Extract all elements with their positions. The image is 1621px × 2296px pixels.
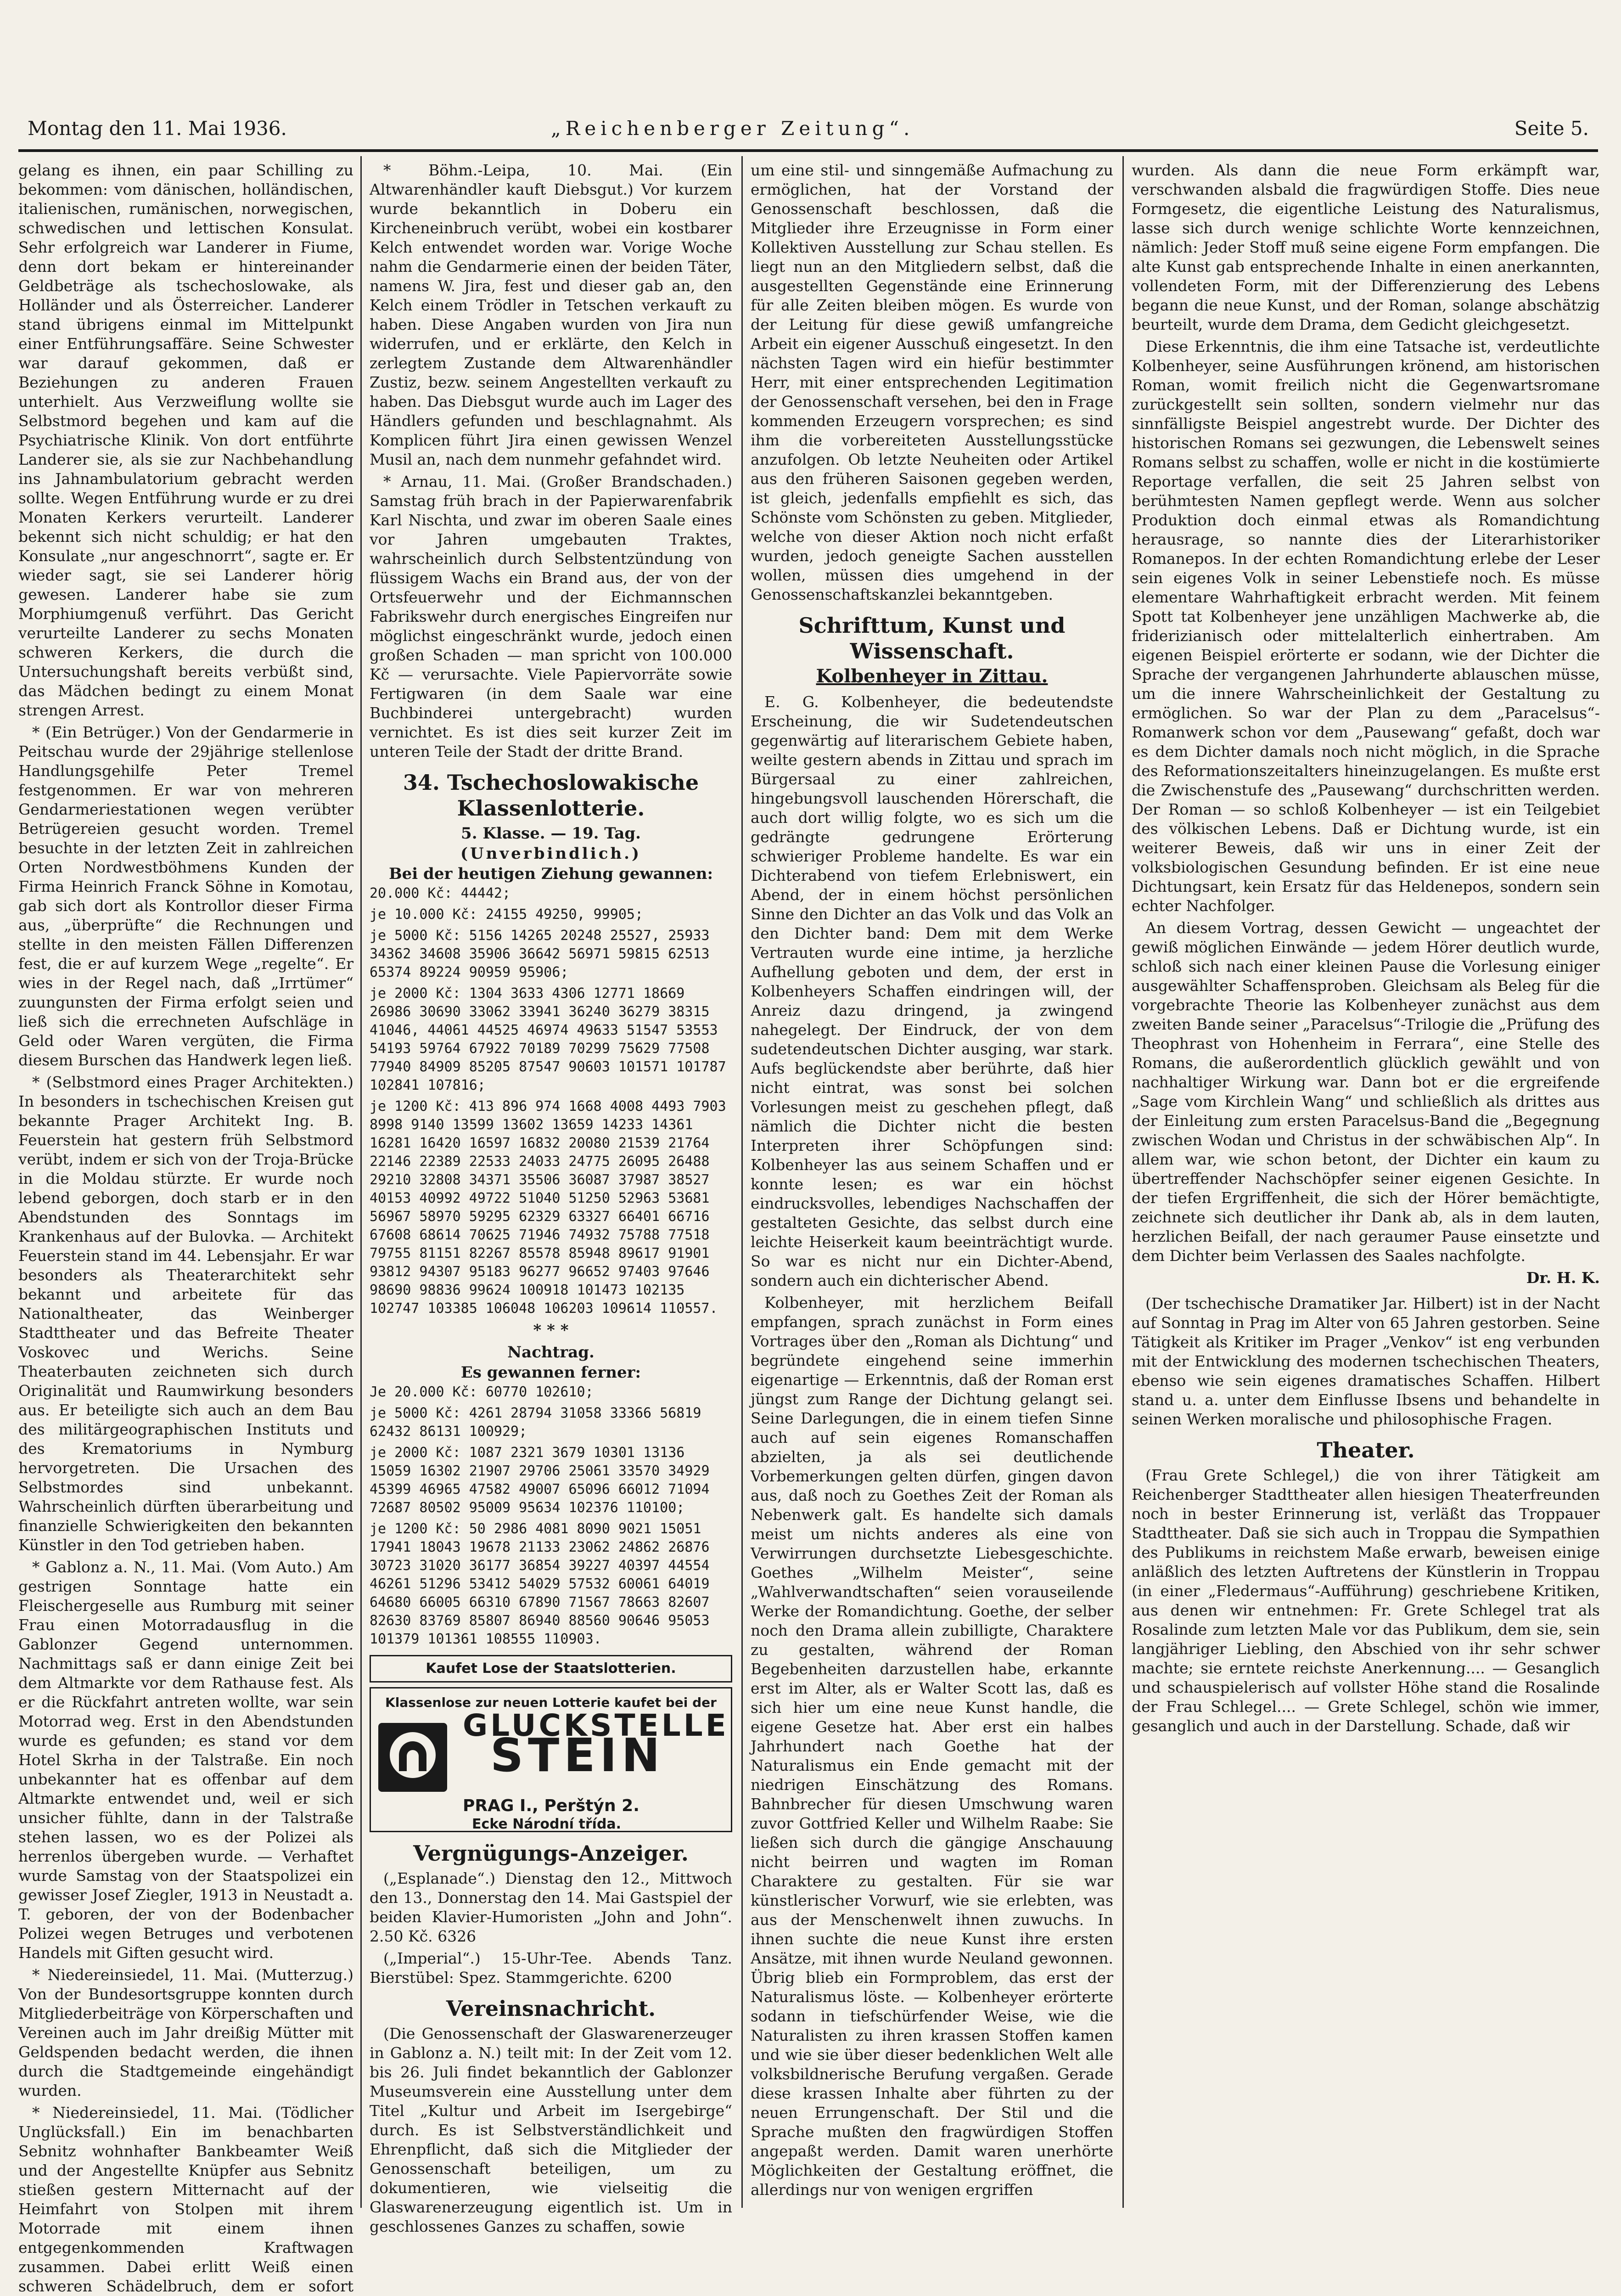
article-text: (Frau Grete Schlegel,) die von ihrer Tätigkeit am Reichenberger Stadttheater allen hiesigen Theaterfreunden noch in bester Erinnerung ist, verläßt das Troppauer Stadttheater. Daß sie sich auch in Troppau die Sympathien des Publikums in reichstem Maße erwarb, beweisen einige anläßlich des letzten Auftretens der Künstlerin in Troppau (in einer „Fledermaus“-Aufführung) geschriebene Kritiken, aus denen wir entnehmen: Fr. Grete Schlegel trat als Rosalinde zum letzten Male vor das Publikum, dem sie, sein langjähriger Liebling, den Abschied von ihr sehr schwer machte; sie erntete reichste Anerkennung.... — Gesanglich und schauspielerisch auf vollster Höhe stand die Rosalinde der Frau Schlegel.... — Grete Schlegel, schön wie immer, gesanglich und auch in der Darstellung. Schade, daß wir bbox=[1132, 1466, 1600, 1735]
lottery-ad bbox=[370, 1687, 732, 1832]
lottery-row: je 5000 Kč: 4261 28794 31058 33366 56819 62432 86131 100929; bbox=[370, 1405, 701, 1440]
article-headline: Kolbenheyer in Zittau. bbox=[816, 665, 1048, 687]
article-text: * (Ein Betrüger.) Von der Gendarmerie in Peitschau wurde der 29jährige stellenlose Handlungsgehilfe Peter Tremel festgenommen. Er war von mehreren Gendarmeriestationen wegen verübter Betrügereien gesucht worden. Tremel besuchte in der letzten Zeit in zahlreichen Orten Nordwestböhmens Kunden der Firma Heinrich Franck Söhne in Komotau, gab sich dort als Kontrollor dieser Firma aus, „überprüfte“ die Rechnungen und stellte in den meisten Fällen Differenzen fest, die er auf kurzem Wege „regelte“. Er wies in der Regel nach, daß „Irrtümer“ zuungunsten der Firma erfolgt seien und ließ sich die errechneten Aufschläge in Geld oder Waren vergüten, die Firma diesem Burschen das Handwerk legen ließ. bbox=[18, 723, 353, 1069]
section-heading-entertainment: Vergnügungs-Anzeiger. bbox=[413, 1841, 689, 1866]
section-heading-club-news: Vereinsnachricht. bbox=[446, 1996, 656, 2021]
section-heading-literature: Schrifttum, Kunst und Wissenschaft. bbox=[798, 613, 1066, 664]
event-listing: („Esplanade“.) Dienstag den 12., Mittwoch den 13., Donnerstag den 14. Mai Gastspiel der beiden Klavier-Humoristen „John and John“. 2.50 Kč. 6326 bbox=[370, 1869, 732, 1945]
lottery-row: je 10.000 Kč: 24155 49250, 99905; bbox=[370, 906, 644, 923]
section-separator: * * * bbox=[533, 1321, 569, 1339]
section-heading-theater: Theater. bbox=[1317, 1438, 1415, 1463]
article-text: * Niedereinsiedel, 11. Mai. (Mutterzug.) Von der Bundesortsgruppe konnten durch Mitgliederbeiträge von Körperschaften und Vereinen auch im Jahr dreißig Mütter mit Geldspenden bedacht werden, die ihnen durch die Stadtgemeinde eingehändigt wurden. bbox=[18, 1966, 353, 2099]
ad-tagline: Klassenlose zur neuen Lotterie kaufet bei der bbox=[385, 1695, 717, 1710]
article-text: * Niedereinsiedel, 11. Mai. (Tödlicher Unglücksfall.) Ein im benachbarten Sebnitz wohnhafter Bankbeamter Weiß und der Angestellte Knüpfer aus Sebnitz stießen gestern Mitternacht auf der Heimfahrt von Stolpen mit ihrem Motorrade mit einem ihnen entgegenkommenden Kraftwagen zusammen. Dabei erlitt Weiß einen schweren Schädelbruch, dem er sofort bbox=[18, 2104, 353, 2295]
lottery-nachtrag-heading: Nachtrag. bbox=[507, 1343, 595, 1362]
lottery-ad-banner: Kaufet Lose der Staatslotterien. bbox=[370, 1655, 732, 1683]
issue-date: Montag den 11. Mai 1936. bbox=[28, 117, 287, 140]
ad-brand-line1: GLUCKSTELLE bbox=[463, 1708, 729, 1743]
horseshoe-logo-icon bbox=[378, 1723, 447, 1792]
lottery-row: je 2000 Kč: 1304 3633 4306 12771 18669 26986 30690 33062 33941 36240 36279 38315 41046, 44061 44525 46974 49633 51547 53553 54193 59764 67922 70189 70299 75629 77508 77940 84909 85205 87547 90603 101571 101787 102841 107816; bbox=[370, 985, 726, 1093]
lottery-row: je 1200 Kč: 413 896 974 1668 4008 4493 7903 8998 9140 13599 13602 13659 14233 14361 16281 16420 16597 16832 20080 21539 21764 22146 22389 22533 24033 24775 26095 26488 29210 32808 34371 35506 36087 37987 38527 40153 40992 49722 51040 51250 52963 53681 56967 58970 59295 62329 63327 66401 66716 67608 68614 70625 71946 74932 75788 77518 79755 81151 82267 85578 85948 89617 91901 93812 94307 95183 96277 96652 97403 97646 98690 98836 99624 100918 101473 102135 102747 103385 106048 106203 109614 110557. bbox=[370, 1098, 726, 1317]
article-text: um eine stil- und sinngemäße Aufmachung zu ermöglichen, hat der Vorstand der Genossenschaft beschlossen, daß die Mitglieder ihre Erzeugnisse in Form einer Kollektiven Ausstellung zur Schau stellen. Es liegt nun an den Mitgliedern selbst, daß die ausgestellten Gegenstände eine Erinnerung für alle Zeiten bleiben mögen. Es wurde von der Leitung für diese gewiß umfangreiche Arbeit ein eigener Ausschuß eingesetzt. In den nächsten Tagen wird ein hiefür bestimmter Herr, mit einer entsprechenden Legitimation der Genossenschaft versehen, bei den in Frage kommenden Erzeugern vorsprechen; es sind ihm die vorbereiteten Ausstellungsstücke anzufolgen. Ob letzte Neuheiten oder Artikel aus den früheren Saisonen gegeben werden, ist gleich, jedenfalls empfiehlt es sich, das Schönste vom Schönsten zu geben. Mitglieder, welche von dieser Aktion noch nicht erfaßt wurden, jedoch geneigte Sachen ausstellen wollen, müssen dies umgehend in der Genossenschaftskanzlei bekanntgeben. bbox=[751, 161, 1113, 603]
article-text: An diesem Vortrag, dessen Gewicht — ungeachtet der gewiß möglichen Einwände — jedem Hörer deutlich wurde, schloß sich nach einer kleinen Pause die Vorlesung einiger ausgewählter Schaffensproben. Gleichsam als Beleg für die vorgebrachte Theorie las Kolbenheyer zunächst aus dem zweiten Bande seiner „Paracelsus“-Trilogie die „Prüfung des Theophrast von Hohenheim in Ferrara“, eine Stelle des Romans, die außerordentlich glücklich gewählt und von nachhaltiger Wirkung war. Dann bot er die ergreifende „Sage vom Kirchlein Wang“ und schließlich als drittes aus der Einleitung zum ersten Paracelsus-Band die „Begegnung zwischen Wodan und Christus in der schwäbischen Alp“. In allem war, wie schon betont, der Dichter ein kaum zu übertreffender Nachschöpfer seiner eigenen Gesichte. In der tiefen Ergriffenheit, die sich der Hörer bemächtigte, zeichnete sich deutlicher ihr Dank ab, als in dem lauten, herzlichen Beifall, der nach geraumer Pause einsetzte und dem Dichter beim Verlassen des Saales nachfolgte. bbox=[1132, 919, 1600, 1265]
article-text: Kolbenheyer, mit herzlichem Beifall empfangen, sprach zunächst in Form eines Vortrages über den „Roman als Dichtung“ und begründete eingehend seine immerhin eigenartige — Erkenntnis, daß der Roman erst jüngst zum Range der Dichtung gelangt sei. Seine Darlegungen, die in einem tiefen Sinne auch auf sein eigenes Romanschaffen abzielten, ja als sei deutlichende Vorbemerkungen gelten dürfen, gingen davon aus, daß noch zu Goethes Zeit der Roman als Nebenwerk galt. Es handelte sich damals meist um nichts anderes als eine von Verwirrungen durchsetzte Liebesgeschichte. Goethes „Wilhelm Meister“, seine „Wahlverwandtschaften“ seien vorauseilende Werke der Romandichtung. Goethe, der selber noch den Drama allein zubilligte, Charaktere zu gestalten, während der Roman Begebenheiten darzustellen habe, erkannte erst im Alter, als er Walter Scott las, daß es sich hier um eine neue Kunst handle, die eigene Gesetze hat. Aber erst ein halbes Jahrhundert nach Goethe hat der Naturalismus ein Ende gemacht mit der niedrigen Einschätzung des Romans. Bahnbrecher für diesen Umschwung waren zuvor Gottfried Keller und Wilhelm Raabe: Sie ließen sich durch die gängige Anschauung nicht beirren und wagten im Roman Charaktere zu gestalten. Für sie war künstlerischer Vorwurf, wie sie erlebten, was aus der Menschenwelt ihnen zuwuchs. In ihnen suchte die neue Kunst ihre ersten Ansätze, mit ihnen wurde Neuland gewonnen. Übrig blieb ein Formproblem, das erst der Naturalismus löste. — Kolbenheyer erörterte sodann in tiefschürfender Weise, wie die Naturalisten zu ihren krassen Stoffen kamen und wie sie über dieser bedenklichen Welt alle volksbildnerische Berufung vergaßen. Gerade diese krassen Inhalte aber führten zu der neuen Errungenschaft. Der Stil und die Sprache mußten den fragwürdigen Stoffen angepaßt werden. Damit waren unerhörte Möglichkeiten der Gestaltung eröffnet, die allerdings nur von wenigen ergriffen bbox=[751, 1294, 1113, 2199]
column-1 bbox=[18, 161, 353, 2295]
lottery-heading: 34. Tschechoslowakische Klassenlotterie. bbox=[403, 770, 699, 821]
lottery-note: (Unverbindlich.) bbox=[460, 844, 642, 863]
column-divider bbox=[1122, 156, 1124, 2208]
article-text: * Gablonz a. N., 11. Mai. (Vom Auto.) Am gestrigen Sonntage hatte ein Fleischergeselle aus Rumburg mit seiner Frau einen Motorradausflug in die Gablonzer Gegend unternommen. Nachmittags saß er dann einige Zeit bei dem Altmarkte vor dem Rathause fest. Als er die Rückfahrt antreten wollte, war sein Motorrad weg. Erst in den Abendstunden wurde es gefunden; es stand vor dem Hotel Skrha in der Talstraße. Ein noch unbekannter hat es offenbar auf dem Altmarkte entwendet und, weil er sich unsicher fühlte, dann in der Talstraße stehen lassen, wo es der Polizei als herrenlos übergeben wurde. — Verhaftet wurde Samstag von der Staatspolizei ein gewisser Josef Ziegler, 1913 in Neustadt a. T. geboren, der von der Bodenbacher Polizei wegen Betruges und verbotenen Handels mit Giften gesucht wird. bbox=[18, 1558, 353, 1962]
header-rule bbox=[18, 149, 1598, 152]
ad-address-corner: Ecke Národní třída. bbox=[472, 1816, 622, 1832]
lottery-row: je 2000 Kč: 1087 2321 3679 10301 13136 15059 16302 21907 29706 25061 33570 34929 45399 46965 47582 49007 65096 66012 71094 72687 80502 95009 95634 102376 110100; bbox=[370, 1445, 710, 1516]
lottery-row: je 5000 Kč: 5156 14265 20248 25527, 25933 34362 34608 35906 36642 56971 59815 62513 65374 89224 90959 95906; bbox=[370, 928, 710, 980]
lottery-intro: Bei der heutigen Ziehung gewannen: bbox=[388, 865, 713, 883]
article-text: (Die Genossenschaft der Glaswarenerzeuger in Gablonz a. N.) teilt mit: In der Zeit vom 12. bis 26. Juli findet bekanntlich der Gablonzer Museumsverein eine Ausstellung unter dem Titel „Kultur und Arbeit im Isergebirge“ durch. Es ist Selbstverständlichkeit und Ehrenpflicht, daß sich die Mitglieder der Genossenschaft beteiligen, um zu dokumentieren, wie vielseitig die Glaswarenerzeugung eigentlich ist. Um in geschlossenes Ganzes zu schaffen, sowie bbox=[370, 2025, 732, 2235]
column-divider bbox=[360, 156, 362, 2208]
lottery-row: 20.000 Kč: 44442; bbox=[370, 885, 511, 901]
lottery-row: Je 20.000 Kč: 60770 102610; bbox=[370, 1384, 594, 1400]
lottery-class: 5. Klasse. — 19. Tag. bbox=[461, 824, 641, 843]
article-text: E. G. Kolbenheyer, die bedeutendste Erscheinung, die wir Sudetendeutschen gegenwärtig auf literarischem Gebiete haben, weilte gestern abends in Zittau und sprach im Bürgersaal zu einer zahlreichen, hingebungsvoll lauschenden Hörerschaft, die auch dort willig folgte, wo es sich um die gedrängte gedrungene Erörterung schwieriger Probleme handelte. Es war ein Dichterabend von tiefem Erlebniswert, ein Abend, der in einem höchst persönlichen Sinne den Dichter an das Volk und das Volk an den Dichter band: Dem mit dem Werke Vertrauten wurde eine intime, ja herzliche Aufhellung geboten und dem, der erst in Kolbenheyers Schaffen eindringen will, der Anreiz dazu dringend, ja zwingend nahegelegt. Der Eindruck, der von dem sudetendeutschen Dichter ausging, war stark. Aufs beglückendste aber berührte, daß hier nicht eintrat, was sonst bei solchen Vorlesungen meist zu geschehen pflegt, daß nämlich die Dichter nicht die besten Interpreten ihrer Schöpfungen sind: Kolbenheyer las aus seinem Schaffen und er konnte lesen; es war ein höchst eindrucksvolles, lebendiges Nachschaffen der gestalteten Gesichte, das selbst durch eine leichte Heiserkeit kaum beeinträchtigt wurde. So war es nicht nur ein Dichter-Abend, sondern auch ein dichterischer Abend. bbox=[751, 693, 1113, 1289]
column-4 bbox=[1132, 161, 1600, 2208]
article-text: Diese Erkenntnis, die ihm eine Tatsache ist, verdeutlichte Kolbenheyer, seine Ausführungen krönend, am historischen Roman, womit freilich nicht die Gegenwartsromane zurückgestellt sein sollten, sondern vielmehr nur das sinnfälligste Beispiel angestrebt wurde. Der Dichter des historischen Romans sei gezwungen, die Lebenswelt seines Romans selbst zu schaffen, wolle er nicht in die kostümierte Reportage verfallen, die seit 25 Jahren selbst von berühmtesten Namen gepflegt werde. Wenn aus solcher Produktion doch einmal etwas als Romandichtung herausrage, so nannte dies der Literarhistoriker Romanepos. In der echten Romandichtung erlebe der Leser sein eigenes Volk in seiner Lebenstiefe noch. Es müsse elementare Wahrhaftigkeit erbracht werden. Mit feinem Spott tat Kolbenheyer jene unzähligen Machwerke ab, die friderizianisch oder mittelalterlich einhertraben. Am eigenen Beispiel erörterte er sodann, wie der Dichter die Sprache der vergangenen Jahrhunderte ablauschen müsse, um die innere Wahrscheinlichkeit der Gestaltung zu ermöglichen. So war der Plan zu dem „Paracelsus“-Romanwerk schon vor dem „Pausewang“ gefaßt, doch war es dem Dichter damals noch nicht möglich, in die Sprache des Reformationszeitalters hineinzugelangen. Es mußte erst die Zwischenstufe des „Pausewang“ durchschritten werden. Der Roman — so schloß Kolbenheyer — ist ein Teilgebiet des völkischen Lebens. Daß er Dichtung wurde, ist ein weiterer Beweis, daß wir uns in einer Zeit der volksbiologischen Gesundung befinden. Er ist eine neue Dichtungsart, kein Ersatz für das Heldenepos, sondern sein echter Nachfolger. bbox=[1132, 338, 1600, 915]
ad-address: PRAG I., Perštýn 2. bbox=[463, 1796, 639, 1815]
page-number: Seite 5. bbox=[1514, 117, 1589, 140]
article-text: (Der tschechische Dramatiker Jar. Hilbert) ist in der Nacht auf Sonntag in Prag im Alter von 65 Jahren gestorben. Seine Tätigkeit als Kritiker im Prager „Venkov“ ist eng verbunden mit der Entwicklung des modernen tschechischen Theaters, ebenso wie sein eigenes dramatisches Schaffen. Hilbert stand u. a. unter dem Einflusse Ibsens und behandelte in seinen Werken moralische und philosophische Fragen. bbox=[1132, 1294, 1600, 1428]
column-3 bbox=[751, 161, 1113, 2208]
event-listing: („Imperial“.) 15-Uhr-Tee. Abends Tanz. Bierstübel: Spez. Stammgerichte. 6200 bbox=[370, 1949, 732, 1986]
column-2 bbox=[370, 161, 732, 2235]
column-divider bbox=[741, 156, 743, 2208]
article-text: * Arnau, 11. Mai. (Großer Brandschaden.) Samstag früh brach in der Papierwarenfabrik Karl Nischta, und zwar im oberen Saale eines vor Jahren umgebauten Traktes, wahrscheinlich durch Selbstentzündung von flüssigem Wachs ein Brand aus, der von der Ortsfeuerwehr und der Eichmannschen Fabrikswehr durch energisches Eingreifen nur möglichst eingeschränkt wurde, jedoch einen großen Schaden — man spricht von 100.000 Kč — verursachte. Viele Papiervorräte sowie Fertigwaren (in dem Saale war eine Buchbinderei untergebracht) wurden vernichtet. Es ist dies seit kurzer Zeit im unteren Teile der Stadt der dritte Brand. bbox=[370, 473, 732, 760]
article-text: wurden. Als dann die neue Form erkämpft war, verschwanden alsbald die fragwürdigen Stoffe. Dies neue Formgesetz, die eigentliche Leistung des Naturalismus, lasse sich durch wenige schlichte Worte kennzeichnen, nämlich: Jeder Stoff muß seine eigene Form empfangen. Die alte Kunst gab entsprechende Inhalte in einen anerkannten, vollendeten Form, mit der Differenzierung des Lebens begann die neue Kunst, und der Roman, solange abschätzig beurteilt, wurde dem Drama, dem Gedicht gleichgesetzt. bbox=[1132, 161, 1600, 333]
article-text: gelang es ihnen, ein paar Schilling zu bekommen: vom dänischen, holländischen, italienischen, rumänischen, norwegischen, schwedischen und lettischen Konsulat. Sehr erfolgreich war Landerer in Fiume, denn dort bekam er hintereinander Geldbeträge als tschechoslowake, als Holländer und als Österreicher. Landerer stand übrigens einmal im Mittelpunkt einer Entführungsaffäre. Seine Schwester war darauf gekommen, daß er Beziehungen zu anderen Frauen unterhielt. Aus Verzweiflung wollte sie Selbstmord begehen und kam auf die Psychiatrische Klinik. Von dort entführte Landerer sie, als sie zur Nachbehandlung ins Jahnambulatorium gebracht werden sollte. Wegen Entführung wurde er zu drei Monaten Kerkers verurteilt. Landerer bekennt sich nicht schuldig; er hat den Konsulate „nur angeschnorrt“, sagte er. Er wieder sagt, sie sei Landerer hörig gewesen. Landerer habe sie zum Morphiumgenuß verführt. Das Gericht verurteilte Landerer zu sechs Monaten schweren Kerkers, die durch die Untersuchungshaft bereits verbüßt sind, das Mädchen bedingt zu einem Monat strengen Arrest. bbox=[18, 161, 353, 719]
author-signature: Dr. H. K. bbox=[1526, 1269, 1600, 1287]
lottery-row: je 1200 Kč: 50 2986 4081 8090 9021 15051 17941 18043 19678 21133 23062 24862 26876 30723 31020 36177 36854 39227 40397 44554 46261 51296 53412 54029 57532 60061 64019 64680 66005 66310 67890 71567 78663 82607 82630 83769 85807 86940 88560 90646 95053 101379 101361 108555 110903. bbox=[370, 1521, 710, 1647]
ad-brand-line2: STEIN bbox=[490, 1728, 665, 1782]
article-text: * Böhm.-Leipa, 10. Mai. (Ein Altwarenhändler kauft Diebsgut.) Vor kurzem wurde bekanntlich in Doberu ein Kircheneinbruch verübt, wobei ein kostbarer Kelch entwendet worden war. Vorige Woche nahm die Gendarmerie einen der beiden Täter, namens W. Jira, fest und dieser gab an, den Kelch einem Trödler in Tetschen verkauft zu haben. Diese Angaben wurden von Jira nun widerrufen, und er erklärte, den Kelch in zerlegtem Zustande dem Altwarenhändler Zustiz, bezw. seinem Angestellten verkauft zu haben. Das Diebsgut wurde auch im Lager des Händlers gefunden und beschlagnahmt. Als Komplicen führt Jira einen gewissen Wenzel Musil an, nach dem nunmehr gefahndet wird. bbox=[370, 161, 732, 468]
article-text: * (Selbstmord eines Prager Architekten.) In besonders in tschechischen Kreisen gut bekannte Prager Architekt Ing. B. Feuerstein hat gestern früh Selbstmord verübt, indem er sich von der Troja-Brücke in die Moldau stürzte. Er wurde noch lebend geborgen, doch starb er in den Abendstunden des Sonntags im Krankenhaus auf der Bulovka. — Architekt Feuerstein stand im 44. Lebensjahr. Er war besonders als Theaterarchitekt sehr bekannt und arbeitete für das Nationaltheater, das Weinberger Stadttheater und das Befreite Theater Voskovec und Werichs. Seine Theaterbauten zeichneten sich durch Originalität und Raumwirkung besonders aus. Er beteiligte sich auch an dem Bau des militärgeographischen Instituts und des Krematoriums in Nymburg hervorgetreten. Die Ursachen des Selbstmordes sind unbekannt. Wahrscheinlich dürften überarbeitung und finanzielle Schwierigkeiten den bekannten Künstler in den Tod getrieben haben. bbox=[18, 1073, 353, 1554]
page-header bbox=[18, 117, 1598, 154]
newspaper-title: „Reichenberger Zeitung“. bbox=[551, 117, 914, 140]
lottery-nachtrag-intro: Es gewannen ferner: bbox=[460, 1363, 641, 1382]
